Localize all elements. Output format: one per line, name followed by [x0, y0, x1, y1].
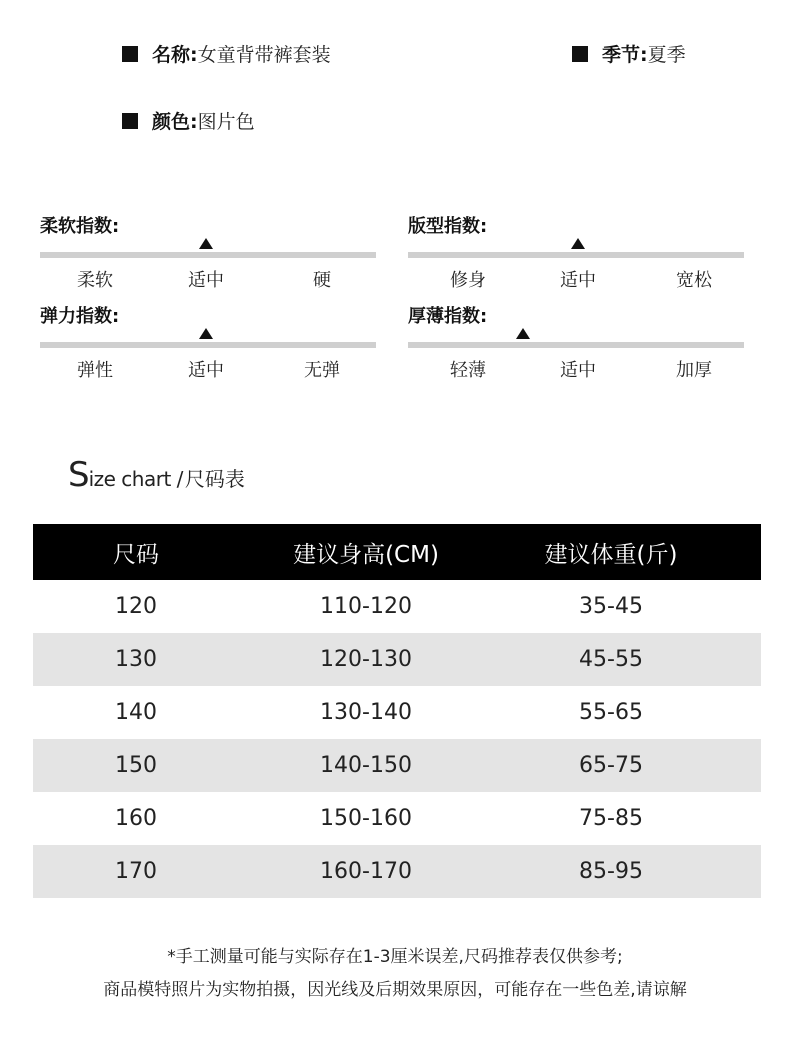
indicator-arrow-icon — [199, 238, 213, 249]
cell-weight: 55-65 — [579, 700, 643, 725]
photo-note: 商品模特照片为实物拍摄，因光线及后期效果原因，可能存在一些色差,请谅解 — [103, 980, 687, 1000]
index-label: 轻薄 — [450, 360, 486, 381]
index-label: 弹性 — [77, 360, 113, 381]
thickness-index — [408, 302, 748, 381]
index-bar — [40, 342, 376, 348]
product-color-value: 图片色 — [197, 111, 255, 133]
product-season-value: 夏季 — [647, 44, 686, 66]
table-row — [33, 686, 761, 739]
cell-weight: 75-85 — [579, 806, 643, 831]
size-chart-title — [68, 455, 245, 495]
indicator-arrow-icon — [516, 328, 530, 339]
indicator-arrow-icon — [571, 238, 585, 249]
size-table — [33, 524, 761, 898]
index-label: 宽松 — [676, 270, 712, 291]
product-season — [572, 40, 686, 67]
softness-index — [40, 212, 380, 291]
product-color — [122, 107, 255, 134]
cell-weight: 45-55 — [579, 647, 643, 672]
square-bullet-icon — [572, 46, 588, 62]
header-height: 建议身高(CM) — [293, 541, 439, 568]
cell-size: 130 — [115, 647, 157, 672]
header-weight: 建议体重(斤) — [544, 541, 678, 568]
elasticity-index — [40, 302, 380, 381]
cell-size: 140 — [115, 700, 157, 725]
table-row — [33, 633, 761, 686]
product-season-key: 季节: — [602, 44, 648, 66]
table-row — [33, 792, 761, 845]
product-name-key: 名称: — [152, 44, 198, 66]
square-bullet-icon — [122, 46, 138, 62]
measurement-note: *手工测量可能与实际存在1-3厘米误差,尺码推荐表仅供参考; — [167, 947, 623, 967]
index-label: 加厚 — [676, 360, 712, 381]
table-header — [33, 524, 761, 580]
index-bar — [408, 252, 744, 258]
index-label: 硬 — [313, 270, 331, 291]
index-label: 适中 — [560, 270, 596, 291]
cell-height: 120-130 — [320, 647, 412, 672]
index-bar — [40, 252, 376, 258]
cell-height: 160-170 — [320, 859, 412, 884]
index-title: 厚薄指数: — [408, 306, 488, 327]
cell-height: 140-150 — [320, 753, 412, 778]
indicator-arrow-icon — [199, 328, 213, 339]
product-name-value: 女童背带裤套装 — [197, 44, 331, 66]
cell-height: 110-120 — [320, 594, 412, 619]
index-label: 柔软 — [77, 270, 113, 291]
index-bar — [408, 342, 744, 348]
table-row — [33, 580, 761, 633]
index-title: 柔软指数: — [40, 216, 120, 237]
cell-size: 170 — [115, 859, 157, 884]
product-name — [122, 40, 331, 67]
size-chart-title-cn: 尺码表 — [184, 467, 245, 491]
index-title: 弹力指数: — [40, 306, 120, 327]
index-label: 适中 — [188, 360, 224, 381]
size-chart-title-rest: ize chart / — [88, 467, 183, 491]
cell-height: 130-140 — [320, 700, 412, 725]
cell-size: 120 — [115, 594, 157, 619]
cell-height: 150-160 — [320, 806, 412, 831]
index-label: 修身 — [450, 270, 486, 291]
cell-weight: 85-95 — [579, 859, 643, 884]
header-size: 尺码 — [113, 541, 159, 568]
table-row — [33, 739, 761, 792]
cell-weight: 35-45 — [579, 594, 643, 619]
product-color-key: 颜色: — [152, 111, 198, 133]
index-title: 版型指数: — [408, 216, 488, 237]
index-label: 适中 — [560, 360, 596, 381]
square-bullet-icon — [122, 113, 138, 129]
index-label: 无弹 — [304, 360, 340, 381]
cell-size: 150 — [115, 753, 157, 778]
size-chart-title-initial: S — [68, 455, 89, 495]
cell-size: 160 — [115, 806, 157, 831]
fit-index — [408, 212, 748, 291]
index-label: 适中 — [188, 270, 224, 291]
cell-weight: 65-75 — [579, 753, 643, 778]
table-row — [33, 845, 761, 898]
